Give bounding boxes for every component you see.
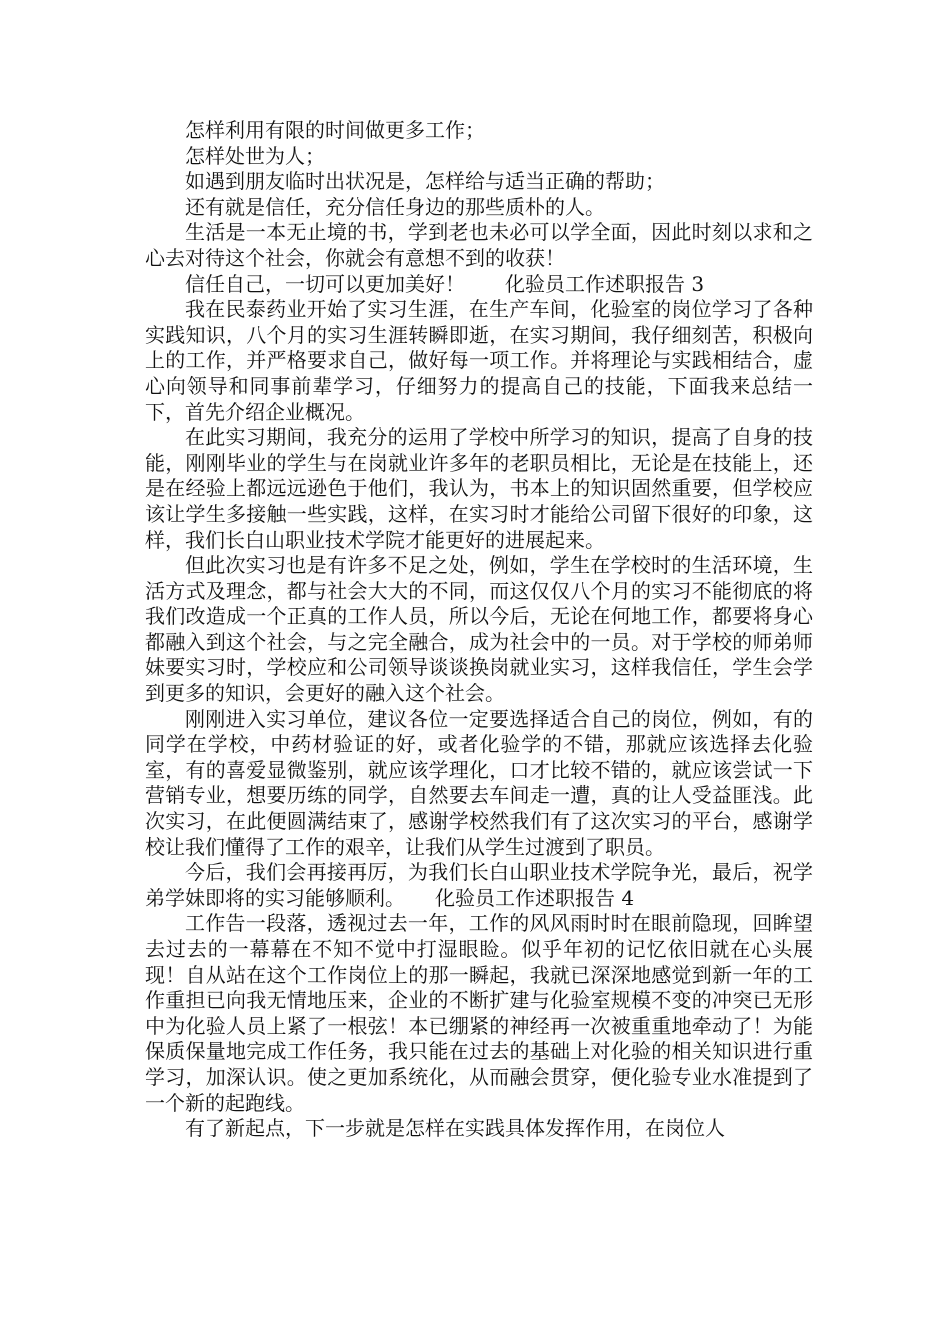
paragraph: 生活是一本无止境的书，学到老也未必可以学全面，因此时刻以求和之心去对待这个社会，你就会有意想不到的收获！ <box>145 220 813 270</box>
document-body <box>145 118 813 1142</box>
paragraph: 在此实习期间，我充分的运用了学校中所学习的知识，提高了自身的技能，刚刚毕业的学生与在岗就业许多年的老职员相比，无论是在技能上，还是在经验上都远远逊色于他们，我认为，书本上的知识固然重要，但学校应该让学生多接触一些实践，这样，在实习时才能给公司留下很好的印象，这样，我们长白山职业技术学院才能更好的进展起来。 <box>145 425 813 552</box>
paragraph: 有了新起点，下一步就是怎样在实践具体发挥作用，在岗位人 <box>185 1116 725 1141</box>
paragraph: 工作告一段落，透视过去一年，工作的风风雨时时在眼前隐现，回眸望去过去的一幕幕在不知不觉中打湿眼睑。似乎年初的记忆依旧就在心头展现！自从站在这个工作岗位上的那一瞬起，我就已深深地感觉到新一年的工作重担已向我无情地压来，企业的不断扩建与化验室规模不变的冲突已无形中为化验人员上紧了一根弦！本已绷紧的神经再一次被重重地牵动了！为能保质保量地完成工作任务，我只能在过去的基础上对化验的相关知识进行重学习，加深认识。使之更加系统化，从而融会贯穿，便化验专业水准提到了一个新的起跑线。 <box>145 911 813 1115</box>
paragraph: 但此次实习也是有许多不足之处，例如，学生在学校时的生活环境，生活方式及理念，都与社会大大的不同，而这仅仅八个月的实习不能彻底的将我们改造成一个正真的工作人员，所以今后，无论在何地工作，都要将身心都融入到这个社会，与之完全融合，成为社会中的一员。对于学校的师弟师妹要实习时，学校应和公司领导谈谈换岗就业实习，这样我信任，学生会学到更多的知识，会更好的融入这个社会。 <box>145 553 813 706</box>
paragraph: 怎样处世为人； <box>185 143 325 168</box>
paragraph-with-heading: 今后，我们会再接再厉，为我们长白山职业技术学院争光，最后，祝学弟学妹即将的实习能够顺利。 化验员工作述职报告 4 <box>145 860 813 910</box>
paragraph: 如遇到朋友临时出状况是，怎样给与适当正确的帮助； <box>185 169 665 194</box>
paragraph: 我在民泰药业开始了实习生涯，在生产车间，化验室的岗位学习了各种实践知识，八个月的实习生涯转瞬即逝，在实习期间，我仔细刻苦，积极向上的工作，并严格要求自己，做好每一项工作。并将理论与实践相结合，虚心向领导和同事前辈学习，仔细努力的提高自己的技能，下面我来总结一下，首先介绍企业概况。 <box>145 297 813 424</box>
paragraph-with-heading: 信任自己，一切可以更加美好！ 化验员工作述职报告 3 <box>185 271 705 296</box>
paragraph: 刚刚进入实习单位，建议各位一定要选择适合自己的岗位，例如，有的同学在学校，中药材验证的好，或者化验学的不错，那就应该选择去化验室，有的喜爱显微鉴别，就应该学理化，口才比较不错的，就应该尝试一下营销专业，想要历练的同学，自然要去车间走一遭，真的让人受益匪浅。此次实习，在此便圆满结束了，感谢学校然我们有了这次实习的平台，感谢学校让我们懂得了工作的艰辛，让我们从学生过渡到了职员。 <box>145 706 813 859</box>
paragraph: 怎样利用有限的时间做更多工作； <box>185 118 485 142</box>
paragraph: 还有就是信任，充分信任身边的那些质朴的人。 <box>185 194 605 219</box>
